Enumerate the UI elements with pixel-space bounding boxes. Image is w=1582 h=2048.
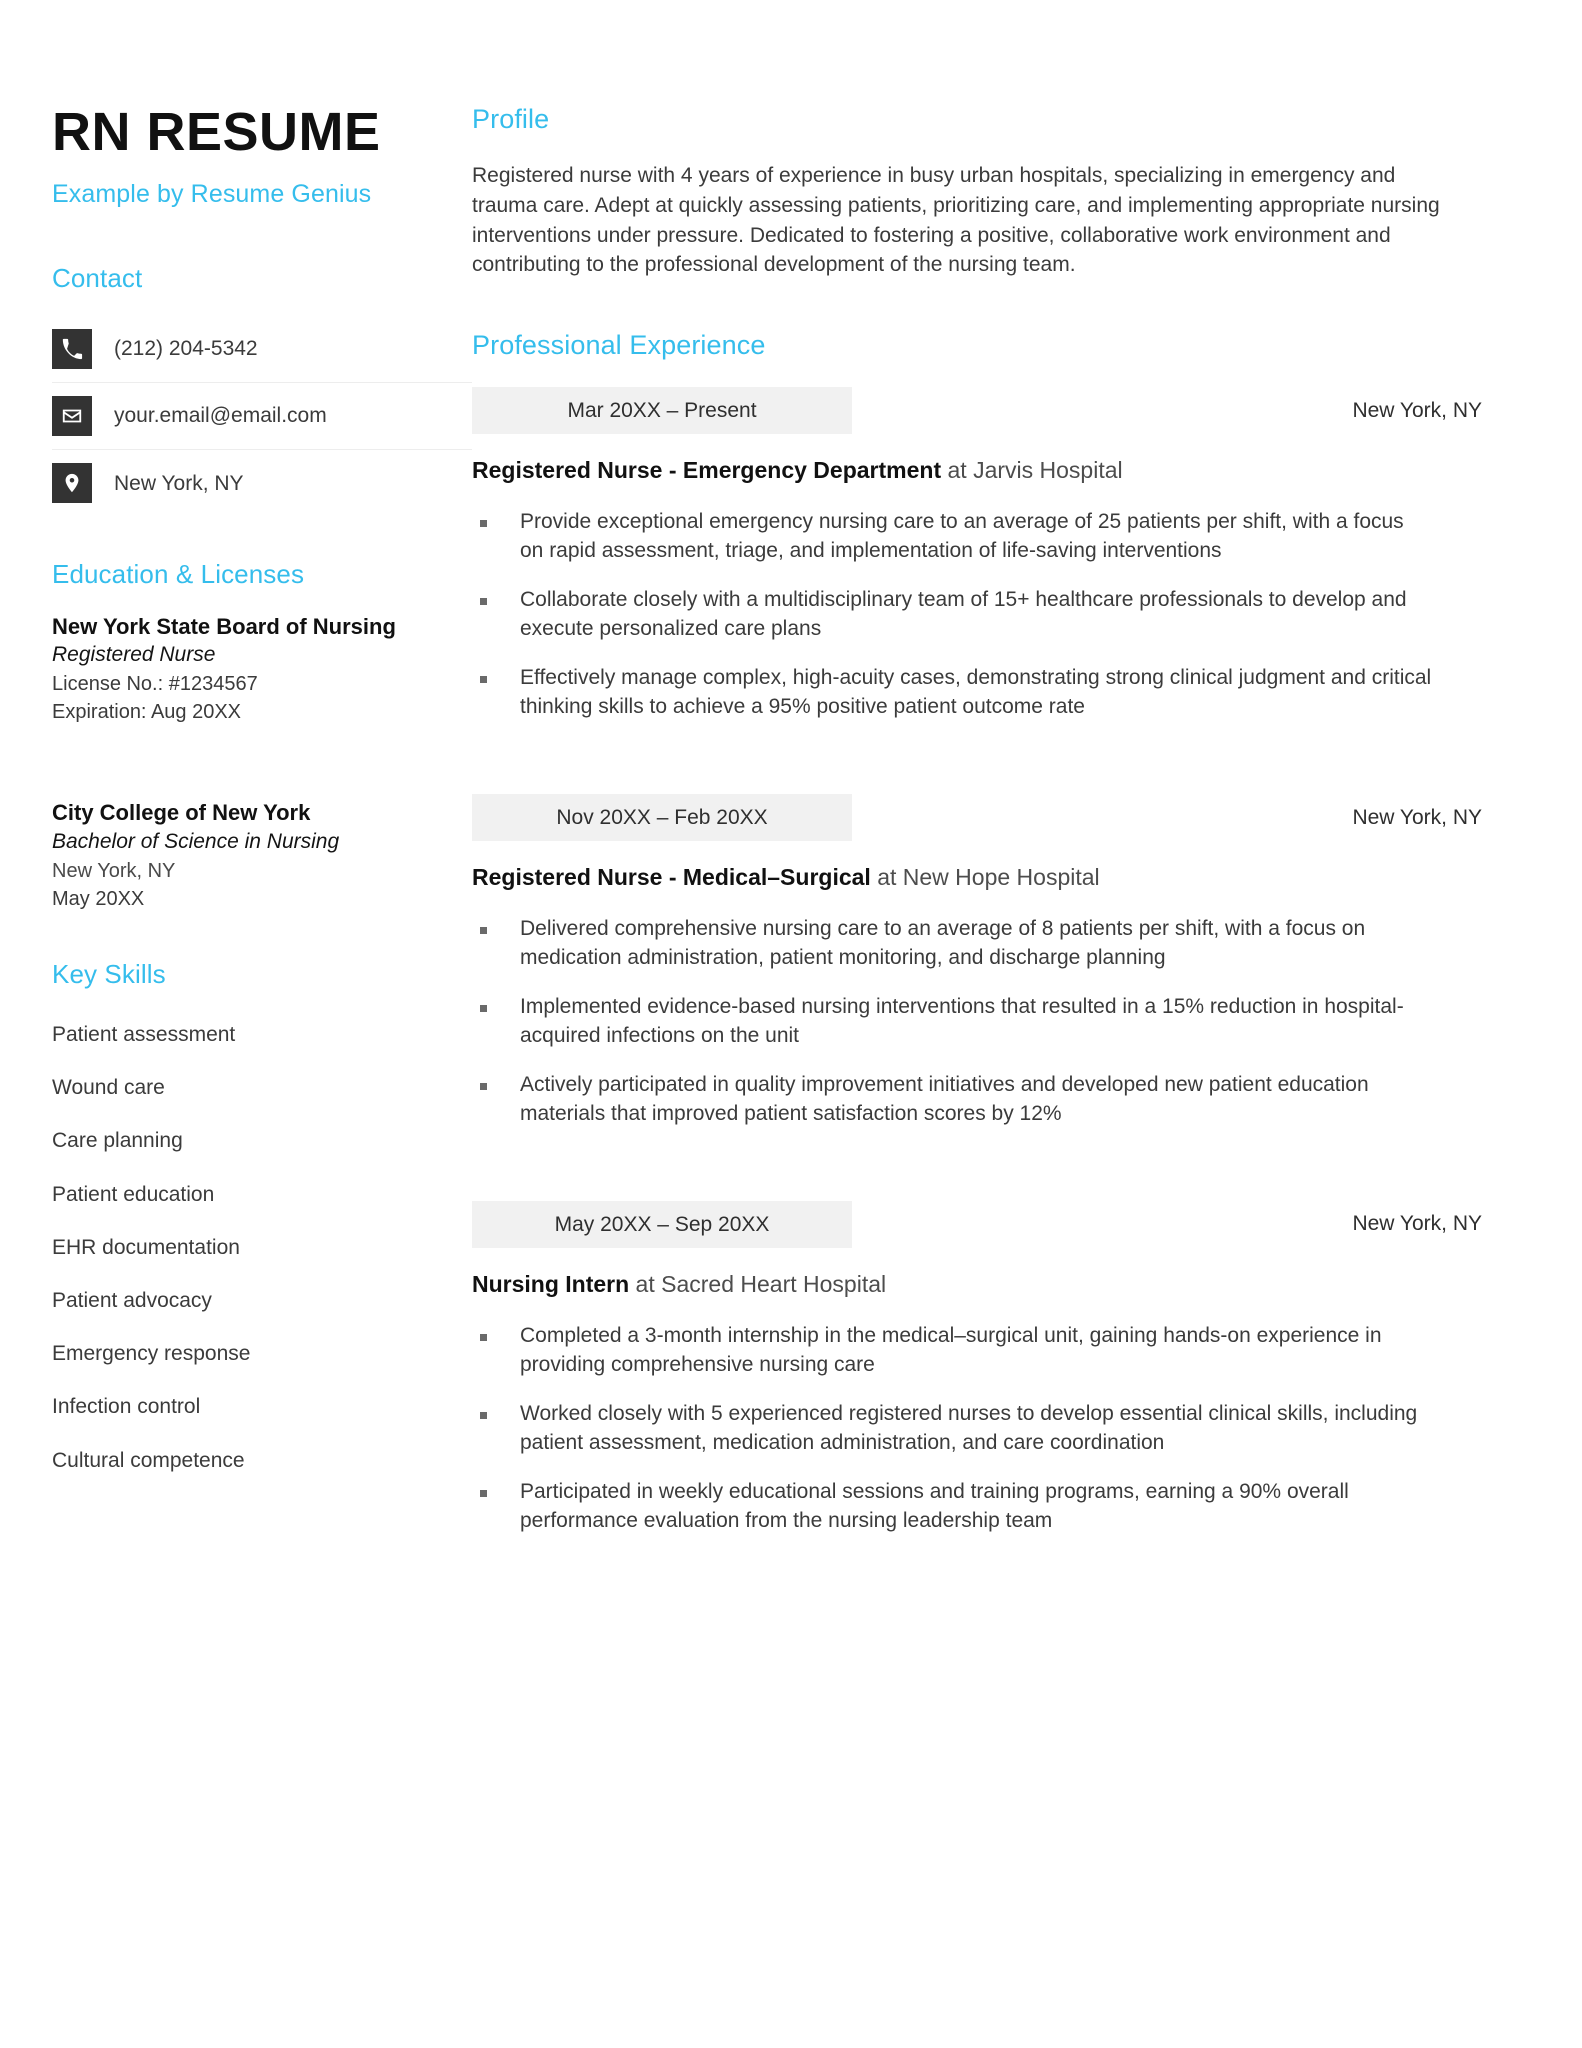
contact-row-email <box>52 383 472 450</box>
list-item: Completed a 3-month internship in the medical–surgical unit, gaining hands-on experience in providing comprehensive nursing care <box>472 1322 1432 1380</box>
list-item: Care planning <box>52 1129 183 1153</box>
list-item: Delivered comprehensive nursing care to an average of 8 patients per shift, with a focus on medication administration, patient monitoring, and discharge planning <box>472 915 1432 973</box>
skills-list <box>52 1008 472 1487</box>
list-item: Infection control <box>52 1395 201 1419</box>
experience-meta <box>472 794 1492 841</box>
skills-section <box>52 959 472 1487</box>
experience-heading: Professional Experience <box>472 330 766 361</box>
main-content <box>472 0 1542 1544</box>
education-detail-line: Expiration: Aug 20XX <box>52 701 242 724</box>
list-item: Patient advocacy <box>52 1288 212 1312</box>
list-item: Effectively manage complex, high-acuity cases, demonstrating strong clinical judgment and critical thinking skills to achieve a 95% positive patient outcome rate <box>472 664 1432 722</box>
job-company: at Sacred Heart Hospital <box>629 1270 887 1297</box>
profile-heading: Profile <box>472 104 550 134</box>
education-section <box>52 559 472 913</box>
job-title-line <box>472 863 1492 893</box>
envelope-icon <box>52 396 92 436</box>
education-credential: Registered Nurse <box>52 643 216 667</box>
list-item: Provide exceptional emergency nursing care to an average of 25 patients per shift, with a focus on rapid assessment, triage, and implementation of life-saving interventions <box>472 508 1432 566</box>
page-title: RN RESUME <box>52 102 381 162</box>
education-entry <box>52 612 472 727</box>
list-item: Actively participated in quality improvement initiatives and developed new patient education materials that improved patient satisfaction scores by 12% <box>472 1071 1432 1129</box>
experience-meta <box>472 1201 1492 1248</box>
profile-text: Registered nurse with 4 years of experience in busy urban hospitals, specializing in emergency and trauma care. Adept at quickly assessing patients, prioritizing care, and implementing appropriate nursing interventions under pressure. Dedicated to fostering a positive, collaborative work environment and contributing to the professional development of the nursing team. <box>472 164 1440 277</box>
list-item: Patient education <box>52 1182 215 1206</box>
job-bullets <box>472 915 1492 1129</box>
list-item: Wound care <box>52 1076 165 1100</box>
education-organization: City College of New York <box>52 800 311 826</box>
job-title: Registered Nurse - Medical–Surgical <box>472 864 871 891</box>
experience-entry <box>472 794 1492 1129</box>
date-badge: Nov 20XX – Feb 20XX <box>472 794 852 841</box>
experience-entry <box>472 1201 1492 1536</box>
job-location: New York, NY <box>1352 398 1482 422</box>
contact-row-location <box>52 450 472 517</box>
list-item: Implemented evidence-based nursing interventions that resulted in a 15% reduction in hospital-acquired infections on the unit <box>472 993 1432 1051</box>
education-credential: Bachelor of Science in Nursing <box>52 830 340 854</box>
education-detail-line: License No.: #1234567 <box>52 673 258 696</box>
contact-section <box>52 263 472 517</box>
experience-entry <box>472 387 1492 722</box>
list-item: EHR documentation <box>52 1235 240 1259</box>
contact-value-phone: (212) 204-5342 <box>114 337 258 361</box>
education-heading: Education & Licenses <box>52 558 305 589</box>
skills-heading: Key Skills <box>52 959 166 989</box>
education-entry <box>52 798 472 913</box>
page-subtitle: Example by Resume Genius <box>52 179 372 208</box>
job-bullets <box>472 1322 1492 1536</box>
experience-meta <box>472 387 1492 434</box>
map-pin-icon <box>52 463 92 503</box>
job-company: at New Hope Hospital <box>870 864 1100 891</box>
education-organization: New York State Board of Nursing <box>52 613 396 639</box>
job-title-line <box>472 456 1492 486</box>
phone-icon <box>52 329 92 369</box>
contact-value-email: your.email@email.com <box>114 404 327 428</box>
contact-list <box>52 316 472 517</box>
job-company: at Jarvis Hospital <box>941 457 1123 484</box>
job-location: New York, NY <box>1352 1212 1482 1236</box>
list-item: Cultural competence <box>52 1448 245 1472</box>
contact-heading: Contact <box>52 262 143 293</box>
contact-row-phone <box>52 316 472 383</box>
list-item: Collaborate closely with a multidisciplinary team of 15+ healthcare professionals to develop and execute personalized care plans <box>472 586 1432 644</box>
experience-section <box>472 330 1492 1535</box>
education-detail-line: New York, NY <box>52 860 176 882</box>
date-badge: May 20XX – Sep 20XX <box>472 1201 852 1248</box>
job-bullets <box>472 508 1492 722</box>
job-location: New York, NY <box>1352 805 1482 829</box>
date-badge: Mar 20XX – Present <box>472 387 852 434</box>
job-title: Nursing Intern <box>472 1270 630 1297</box>
list-item: Emergency response <box>52 1342 251 1366</box>
job-title-line <box>472 1270 1492 1300</box>
job-title: Registered Nurse - Emergency Department <box>472 457 942 484</box>
education-detail-line: May 20XX <box>52 888 145 910</box>
profile-section <box>472 104 1492 280</box>
list-item: Patient assessment <box>52 1023 236 1046</box>
list-item: Participated in weekly educational sessions and training programs, earning a 90% overall performance evaluation from the nursing leadership team <box>472 1478 1432 1536</box>
contact-value-location: New York, NY <box>114 471 244 495</box>
sidebar <box>0 0 472 1487</box>
list-item: Worked closely with 5 experienced registered nurses to develop essential clinical skills, including patient assessment, medication administration, and care coordination <box>472 1400 1432 1458</box>
